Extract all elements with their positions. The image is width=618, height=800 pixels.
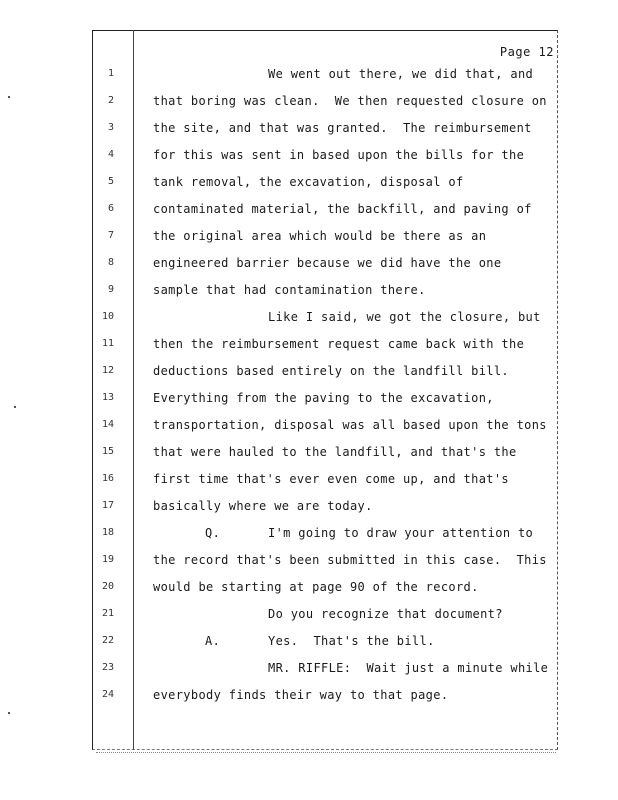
line-number: 7 <box>107 230 114 241</box>
transcript-line <box>0 172 618 192</box>
speaker-label: Q. <box>205 526 221 540</box>
line-text: then the reimbursement request came back with the <box>153 337 525 351</box>
line-number: 3 <box>107 122 114 133</box>
transcript-line <box>0 658 618 678</box>
transcript-line <box>0 550 618 570</box>
transcript-line <box>0 631 618 651</box>
line-number: 23 <box>101 662 114 673</box>
line-text: for this was sent in based upon the bills for the <box>153 148 525 162</box>
line-text: the record that's been submitted in this case. This <box>153 553 547 567</box>
transcript-line <box>0 469 618 489</box>
line-text: everybody finds their way to that page. <box>153 688 449 702</box>
transcript-line <box>0 145 618 165</box>
line-text: We went out there, we did that, and <box>268 67 534 81</box>
line-text: first time that's ever even come up, and that's <box>153 472 510 486</box>
line-number: 18 <box>101 527 114 538</box>
line-text: Like I said, we got the closure, but <box>268 310 541 324</box>
transcript-line <box>0 64 618 84</box>
transcript-line <box>0 523 618 543</box>
line-text: MR. RIFFLE: Wait just a minute while <box>268 661 549 675</box>
transcript-line <box>0 280 618 300</box>
line-number: 13 <box>101 392 114 403</box>
line-text: sample that had contamination there. <box>153 283 426 297</box>
transcript-line <box>0 496 618 516</box>
bottom-scan-edge <box>96 752 556 755</box>
transcript-line <box>0 91 618 111</box>
line-text: Do you recognize that document? <box>268 607 503 621</box>
transcript-line <box>0 253 618 273</box>
transcript-line <box>0 577 618 597</box>
line-text: tank removal, the excavation, disposal of <box>153 175 464 189</box>
line-number: 19 <box>101 554 114 565</box>
line-number: 5 <box>107 176 114 187</box>
line-number: 15 <box>101 446 114 457</box>
line-number: 16 <box>101 473 114 484</box>
line-number: 6 <box>107 203 114 214</box>
line-number: 11 <box>101 338 114 349</box>
transcript-line <box>0 334 618 354</box>
transcript-line <box>0 307 618 327</box>
scan-speck <box>8 712 10 714</box>
line-text: deductions based entirely on the landfill bill. <box>153 364 510 378</box>
line-text: Everything from the paving to the excavation, <box>153 391 494 405</box>
line-text: Yes. That's the bill. <box>268 634 435 648</box>
line-number: 14 <box>101 419 114 430</box>
line-text: would be starting at page 90 of the record. <box>153 580 479 594</box>
transcript-line <box>0 604 618 624</box>
page-number: Page 12 <box>499 45 554 59</box>
transcript-line <box>0 199 618 219</box>
line-number: 12 <box>101 365 114 376</box>
line-number: 21 <box>101 608 114 619</box>
line-text: the original area which would be there as an <box>153 229 487 243</box>
transcript-line <box>0 388 618 408</box>
line-text: transportation, disposal was all based upon the tons <box>153 418 547 432</box>
scan-speck <box>14 406 16 408</box>
transcript-line <box>0 685 618 705</box>
line-text: that were hauled to the landfill, and that's the <box>153 445 517 459</box>
line-text: basically where we are today. <box>153 499 373 513</box>
line-number: 8 <box>107 257 114 268</box>
scan-speck <box>8 96 10 98</box>
line-number: 1 <box>107 68 114 79</box>
speaker-label: A. <box>205 634 221 648</box>
line-number: 24 <box>101 689 114 700</box>
line-number: 17 <box>101 500 114 511</box>
line-text: the site, and that was granted. The reimbursement <box>153 121 532 135</box>
line-number: 10 <box>101 311 114 322</box>
transcript-line <box>0 442 618 462</box>
transcript-line <box>0 226 618 246</box>
line-text: engineered barrier because we did have the one <box>153 256 502 270</box>
line-number: 9 <box>107 284 114 295</box>
transcript-line <box>0 118 618 138</box>
line-number: 2 <box>107 95 114 106</box>
line-text: contaminated material, the backfill, and paving of <box>153 202 532 216</box>
line-text: that boring was clean. We then requested closure on <box>153 94 547 108</box>
line-number: 20 <box>101 581 114 592</box>
line-number: 22 <box>101 635 114 646</box>
transcript-line <box>0 361 618 381</box>
transcript-line <box>0 415 618 435</box>
line-number: 4 <box>107 149 114 160</box>
line-text: I'm going to draw your attention to <box>268 526 534 540</box>
